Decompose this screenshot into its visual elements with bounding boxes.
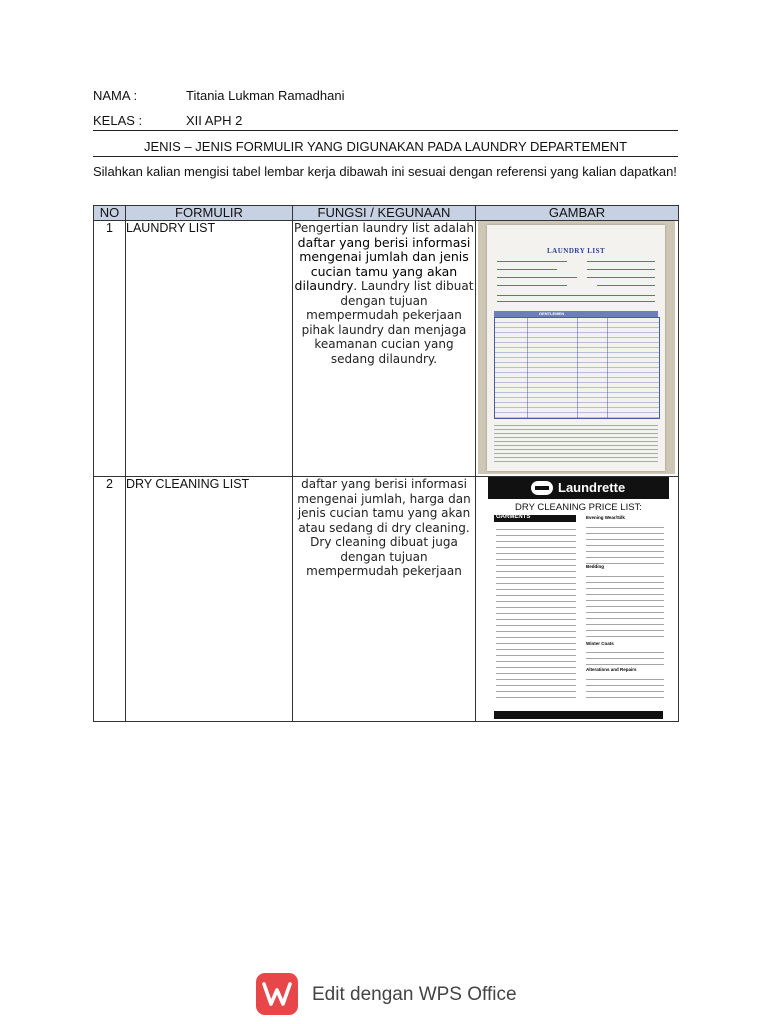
kelas-value: XII APH 2 — [186, 113, 243, 128]
nama-value: Titania Lukman Ramadhani — [186, 88, 345, 103]
form-image-cell — [476, 477, 679, 722]
form-image-cell — [476, 221, 679, 477]
laundry-list-title: LAUNDRY LIST — [547, 247, 606, 255]
alterations-header: Alterations and Repairs — [586, 667, 637, 673]
garments-column — [496, 524, 576, 701]
document-title: JENIS – JENIS FORMULIR YANG DIGUNAKAN PADA LAUNDRY DEPARTEMENT — [143, 139, 628, 154]
instruction-text: Silahkan kalian mengisi tabel lembar kerja dibawah ini sesuai dengan referensi yang kalian dapatkan! — [93, 164, 677, 179]
wps-logo-icon — [256, 973, 298, 1015]
laundrette-brand: Laundrette — [558, 480, 626, 495]
nama-label: NAMA : — [93, 88, 138, 103]
header-gambar: GAMBAR — [476, 206, 679, 221]
laundry-list-image — [478, 221, 675, 474]
laundrette-banner — [488, 477, 669, 499]
form-function — [293, 221, 476, 477]
form-name: LAUNDRY LIST — [126, 221, 293, 477]
price-list-footer-bar — [494, 711, 663, 719]
table-header-row — [94, 206, 679, 221]
row-number: 1 — [94, 221, 126, 477]
function-text-intro: Pengertian laundry list adalah — [294, 221, 474, 235]
laundry-list-column-label: GENTLEMEN — [539, 311, 565, 316]
row-number: 2 — [94, 477, 126, 722]
divider — [93, 130, 678, 131]
garments-header: GARMENTS — [496, 514, 531, 520]
laundrette-logo-icon — [531, 481, 553, 495]
evening-header: Evening Wear/Silk — [586, 515, 625, 520]
price-list-subtitle: DRY CLEANING PRICE LIST: — [515, 502, 642, 513]
dry-cleaning-price-list-image — [488, 477, 669, 721]
wps-edit-label[interactable]: Edit dengan WPS Office — [312, 984, 517, 1005]
form-function: daftar yang berisi informasi mengenai jumlah, harga dan jenis cucian tamu yang akan atau sedang di dry cleaning. Dry cleaning dibuat juga dengan tujuan mempermudah pekerjaan — [293, 477, 476, 722]
laundry-list-grid — [494, 317, 660, 419]
header-formulir: FORMULIR — [126, 206, 293, 221]
table-row — [94, 477, 679, 722]
winter-coats-header: Winter Coats — [586, 640, 614, 646]
services-column — [586, 515, 664, 698]
function-text-rest: . Laundry list dibuat dengan tujuan mempermudah pekerjaan pihak laundry dan menjaga keamanan cucian yang sedang dilaundry. — [301, 279, 474, 366]
worksheet-table — [93, 205, 679, 722]
header-fungsi: FUNGSI / KEGUNAAN — [293, 206, 476, 221]
header-no: NO — [94, 206, 126, 221]
kelas-label: KELAS : — [93, 113, 143, 128]
laundry-list-footnotes — [494, 422, 658, 462]
form-name: DRY CLEANING LIST — [126, 477, 293, 722]
bedding-header: Bedding — [586, 563, 604, 569]
table-row — [94, 221, 679, 477]
function-text-highlight: daftar yang berisi informasi mengenai jumlah dan jenis cucian tamu yang akan dilaundry — [294, 234, 471, 293]
wps-office-badge[interactable] — [256, 973, 556, 1017]
laundry-list-paper — [487, 225, 665, 471]
title-underline — [93, 156, 678, 157]
